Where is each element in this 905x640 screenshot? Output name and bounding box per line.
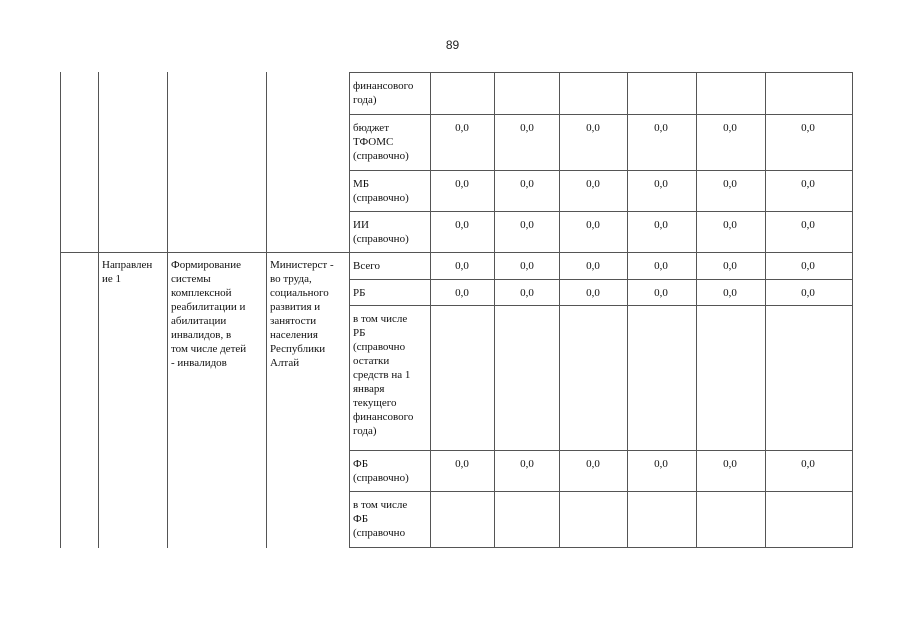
- value-cell: 0,0: [654, 458, 668, 470]
- value-cell: 0,0: [586, 287, 600, 299]
- value-cell: 0,0: [455, 122, 469, 134]
- value-cell: 0,0: [801, 219, 815, 231]
- table-border: [430, 72, 431, 548]
- page-number: 89: [445, 38, 460, 52]
- value-cell: 0,0: [455, 287, 469, 299]
- value-cell: 0,0: [723, 219, 737, 231]
- table-border: [349, 114, 853, 115]
- value-cell: 0,0: [654, 287, 668, 299]
- table-border: [627, 72, 628, 548]
- block-executor: Министерст - во труда, социального развития и занятости населения Республики Алтай: [270, 259, 334, 369]
- table-border: [852, 72, 853, 548]
- table-border: [494, 72, 495, 548]
- value-cell: 0,0: [520, 122, 534, 134]
- value-cell: 0,0: [455, 260, 469, 272]
- source-cell: РБ: [353, 287, 366, 299]
- value-cell: 0,0: [586, 219, 600, 231]
- value-cell: 0,0: [520, 219, 534, 231]
- value-cell: 0,0: [654, 260, 668, 272]
- value-cell: 0,0: [654, 178, 668, 190]
- table-border: [349, 547, 853, 548]
- table-border: [167, 72, 168, 548]
- value-cell: 0,0: [723, 122, 737, 134]
- value-cell: 0,0: [520, 260, 534, 272]
- value-cell: 0,0: [723, 458, 737, 470]
- value-cell: 0,0: [654, 219, 668, 231]
- source-cell: в том числе РБ (справочно остатки средств на 1 января текущего финансового года): [353, 313, 414, 437]
- value-cell: 0,0: [455, 178, 469, 190]
- table-border: [349, 450, 853, 451]
- source-cell: бюджет ТФОМС (справочно): [353, 122, 409, 162]
- value-cell: 0,0: [723, 287, 737, 299]
- value-cell: 0,0: [723, 178, 737, 190]
- table-border: [765, 72, 766, 548]
- table-border: [349, 279, 853, 280]
- value-cell: 0,0: [586, 260, 600, 272]
- source-cell: МБ (справочно): [353, 178, 409, 204]
- source-cell: в том числе ФБ (справочно: [353, 499, 408, 539]
- table-border: [60, 252, 853, 253]
- value-cell: 0,0: [801, 287, 815, 299]
- value-cell: 0,0: [520, 458, 534, 470]
- table-border: [349, 170, 853, 171]
- value-cell: 0,0: [586, 458, 600, 470]
- value-cell: 0,0: [801, 260, 815, 272]
- table-border: [349, 72, 350, 548]
- table-border: [559, 72, 560, 548]
- table-border: [98, 72, 99, 548]
- value-cell: 0,0: [586, 122, 600, 134]
- table-border: [349, 491, 853, 492]
- value-cell: 0,0: [586, 178, 600, 190]
- value-cell: 0,0: [801, 178, 815, 190]
- source-cell: ИИ (справочно): [353, 219, 409, 245]
- table-border: [349, 72, 853, 73]
- value-cell: 0,0: [455, 219, 469, 231]
- block-code: Направлен ие 1: [102, 259, 153, 285]
- value-cell: 0,0: [520, 178, 534, 190]
- source-cell: финансового года): [353, 80, 414, 106]
- value-cell: 0,0: [723, 260, 737, 272]
- source-cell: Всего: [353, 260, 380, 272]
- table-border: [696, 72, 697, 548]
- value-cell: 0,0: [520, 287, 534, 299]
- table-border: [266, 72, 267, 548]
- value-cell: 0,0: [801, 122, 815, 134]
- table-border: [349, 211, 853, 212]
- value-cell: 0,0: [455, 458, 469, 470]
- value-cell: 0,0: [801, 458, 815, 470]
- value-cell: 0,0: [654, 122, 668, 134]
- source-cell: ФБ (справочно): [353, 458, 409, 484]
- table-border: [60, 72, 61, 548]
- table-border: [349, 305, 853, 306]
- block-name: Формирование системы комплексной реабилитации и абилитации инвалидов, в том числе детей - инвалидов: [171, 259, 247, 369]
